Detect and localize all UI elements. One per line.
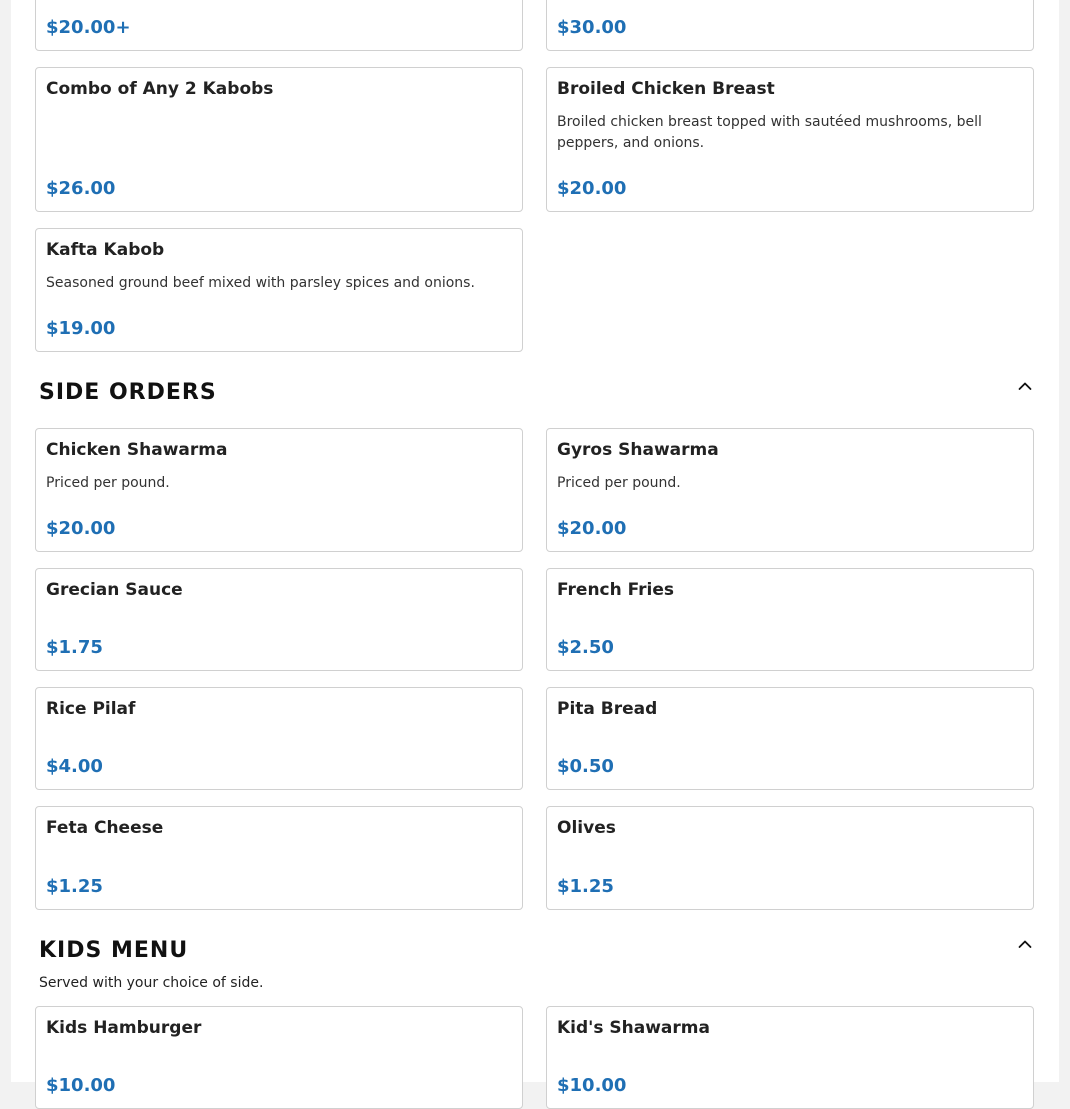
chevron-up-icon: [1018, 381, 1032, 391]
item-name: Chicken Shawarma: [46, 440, 228, 460]
menu-item-card[interactable]: [546, 67, 1034, 212]
item-price: $30.00: [557, 17, 627, 38]
item-price: $10.00: [46, 1075, 116, 1096]
item-name: Broiled Chicken Breast: [557, 79, 775, 99]
section-description: Served with your choice of side.: [39, 975, 264, 991]
item-description: Broiled chicken breast topped with sautéed mushrooms, bell peppers, and onions.: [557, 114, 982, 151]
item-name: Kafta Kabob: [46, 240, 165, 260]
item-price: $20.00: [557, 518, 627, 539]
menu-item-card[interactable]: [546, 806, 1034, 910]
menu-item-card[interactable]: [35, 67, 523, 212]
menu-item-card[interactable]: [546, 428, 1034, 552]
item-name: Feta Cheese: [46, 818, 164, 838]
item-price: $19.00: [46, 318, 116, 339]
item-name: French Fries: [557, 580, 675, 600]
menu-item-card[interactable]: [546, 687, 1034, 790]
item-price: $2.50: [557, 637, 614, 658]
menu-item-card[interactable]: [546, 568, 1034, 671]
collapse-toggle-button[interactable]: [1015, 934, 1035, 954]
item-price: $1.75: [46, 637, 103, 658]
item-price: $20.00: [46, 518, 116, 539]
item-price: $26.00: [46, 178, 116, 199]
menu-page: [11, 0, 1059, 1096]
menu-item-card[interactable]: [35, 687, 523, 790]
item-price: $1.25: [46, 876, 103, 897]
item-name: Rice Pilaf: [46, 699, 136, 719]
menu-item-card[interactable]: [35, 1006, 523, 1109]
item-name: Gyros Shawarma: [557, 440, 719, 460]
chevron-up-icon: [1018, 939, 1032, 949]
item-price: $4.00: [46, 756, 103, 777]
menu-item-card[interactable]: [35, 428, 523, 552]
menu-item-card[interactable]: [546, 1006, 1034, 1109]
item-price: $20.00: [557, 178, 627, 199]
item-description: Seasoned ground beef mixed with parsley spices and onions.: [46, 275, 475, 291]
menu-item-card[interactable]: [35, 806, 523, 910]
menu-item-card[interactable]: [546, 0, 1034, 51]
item-name: Pita Bread: [557, 699, 658, 719]
section-title-side-orders: SIDE ORDERS: [39, 380, 217, 405]
item-price: $10.00: [557, 1075, 627, 1096]
menu-item-card[interactable]: [35, 568, 523, 671]
item-price: $0.50: [557, 756, 614, 777]
menu-item-card[interactable]: [35, 0, 523, 51]
section-title-kids-menu: KIDS MENU: [39, 938, 189, 963]
item-description: Priced per pound.: [557, 475, 681, 491]
item-name: Grecian Sauce: [46, 580, 183, 600]
item-price: $1.25: [557, 876, 614, 897]
collapse-toggle-button[interactable]: [1015, 376, 1035, 396]
item-name: Kid's Shawarma: [557, 1018, 710, 1038]
menu-item-card[interactable]: [35, 228, 523, 352]
item-name: Olives: [557, 818, 616, 838]
item-name: Combo of Any 2 Kabobs: [46, 79, 274, 99]
item-price: $20.00+: [46, 17, 131, 38]
item-description: Priced per pound.: [46, 475, 170, 491]
item-name: Kids Hamburger: [46, 1018, 202, 1038]
